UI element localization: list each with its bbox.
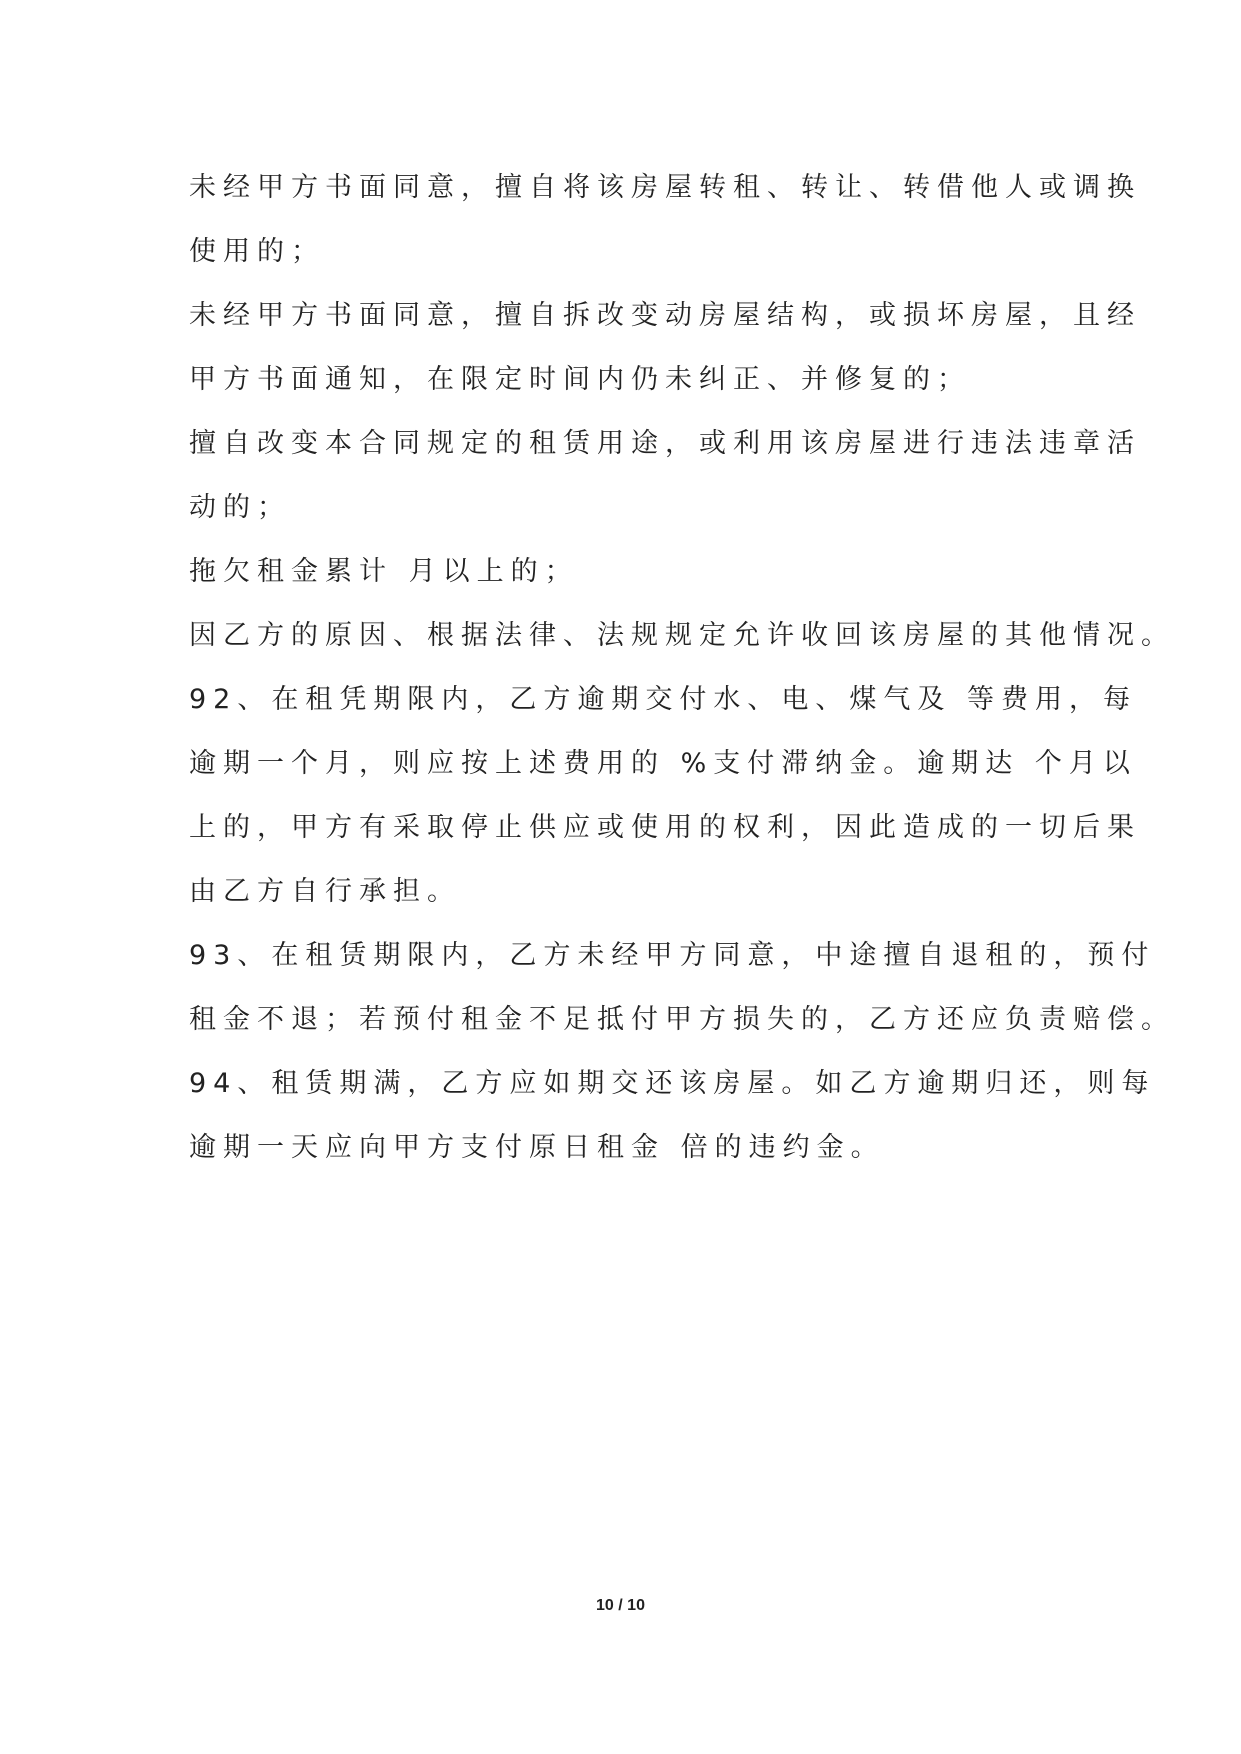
text-line: 未经甲方书面同意，擅自拆改变动房屋结构，或损坏房屋，且经 [189, 300, 1141, 331]
text-line: 逾期一个月，则应按上述费用的 %支付滞纳金。逾期达 个月以 [189, 748, 1137, 779]
text-line: 未经甲方书面同意，擅自将该房屋转租、转让、转借他人或调换 [189, 172, 1141, 203]
text-line: 动的； [189, 492, 291, 523]
text-line: 因乙方的原因、根据法律、法规规定允许收回该房屋的其他情况。 [189, 620, 1175, 651]
text-line: 拖欠租金累计 月以上的； [189, 556, 579, 587]
text-line: 使用的； [189, 236, 325, 267]
text-line: 93、在租赁期限内，乙方未经甲方同意，中途擅自退租的，预付 [189, 940, 1156, 971]
text-line: 租金不退；若预付租金不足抵付甲方损失的，乙方还应负责赔偿。 [189, 1004, 1175, 1035]
text-line: 逾期一天应向甲方支付原日租金 倍的违约金。 [189, 1132, 885, 1163]
text-line: 94、租赁期满，乙方应如期交还该房屋。如乙方逾期归还，则每 [189, 1068, 1156, 1099]
page-number: 10 / 10 [596, 1597, 645, 1614]
text-line: 由乙方自行承担。 [189, 876, 461, 907]
text-line: 上的，甲方有采取停止供应或使用的权利，因此造成的一切后果 [189, 812, 1141, 843]
text-line: 甲方书面通知，在限定时间内仍未纠正、并修复的； [189, 364, 971, 395]
text-line: 92、在租凭期限内，乙方逾期交付水、电、煤气及 等费用，每 [189, 684, 1137, 715]
document-body [189, 156, 1175, 1180]
text-line: 擅自改变本合同规定的租赁用途，或利用该房屋进行违法违章活 [189, 428, 1141, 459]
